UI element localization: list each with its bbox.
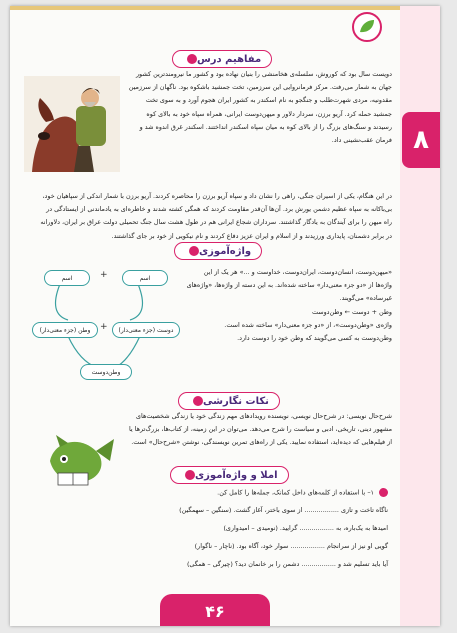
part-node-doost: دوست (جزء معنی‌دار) — [112, 322, 180, 338]
exercise-item-text: آیا باید تسلیم شد و ................. دشمن را بر خانمان دید؟ (چیرگی – همگی) — [186, 560, 388, 568]
number-badge-icon — [379, 488, 388, 497]
heading-label: مفاهیم درس — [197, 53, 262, 65]
writing-tips-text: شرح‌حال نویسی: در شرح‌حال نویسی، نویسنده رویدادهای مهم زندگی خود یا زندگی شخصیت‌های مشهور دینی، تاریخی، ادبی و سیاست را شرح می‌دهد. می‌توان در این زمینه، از کتاب‌ها، بزرگ‌ترها یا از فیلم‌هایی که دیده‌اید، استفاده نمایید. یکی از راه‌های تمرین نویسندگی، نوشتن «شرح‌حال» است. — [128, 412, 392, 447]
exercise-item[interactable] — [187, 560, 388, 568]
noun-node-right: اسم — [122, 270, 168, 286]
writing-tips-heading — [178, 392, 280, 410]
exercise-item[interactable] — [179, 506, 388, 514]
exercise-item-text: ناگاه تاخت و تازی ................. از سوی باختر، آغاز گشت. (سنگین – سهمگین) — [179, 506, 388, 514]
side-strip — [400, 6, 440, 626]
plus-sign: + — [100, 270, 108, 280]
exercise-item-text: گویی او نیز از سرانجام ................. سوار خود، آگاه بود. (ناچار – ناگوار) — [194, 542, 388, 550]
leaf-icon — [354, 14, 380, 40]
exercise-item-text: امیدها به یک‌باره، به ................. گرایید. (نومیدی – امیدواری) — [223, 524, 388, 532]
concepts-paragraph-1: دویست سال بود که کوروش، سلسله‌ی هخامنشی را بنیان نهاده بود و کشور ما نیرومندترین کشور جهان به شمار می‌رفت. مرکز فرمانروایی این سرزمین، تخت جمشید باشکوه بود. ناگهان از سرزمین مقدونیه، مردی شهرت‌طلب و جنگجو به نام اسکندر به کشور ایران هجوم آورد و به سوی تخت جمشید حمله کرد. آریو برزن، سردار دلاور و میهن‌دوست ایرانی، همراه سپاه خود به بالای کوه رسیدند و سنگ‌های بزرگ را از بالای کوه به میان سپاه اسکندر انداختند. اسکندر غرق اندوه شد و فرمان عقب‌نشینی داد. — [128, 70, 392, 145]
warrior-on-horse-illustration — [24, 76, 120, 172]
vocabulary-text: «میهن‌دوست، انسان‌دوست، ایران‌دوست، خداوست و ...» هر یک از این واژه‌ها از «دو جزء معنی‌دار» ساخته شده‌اند. به این دسته از واژه‌ها، «واژه‌های غیرساده» می‌گویند. وطن + دوست ← وطن‌دوست واژه‌ی «وطن‌دوست»، از «دو جزء معنی‌دار» ساخته شده است. وطن‌دوست به کسی می‌گویند که وطن خود را دوست دارد. — [186, 268, 392, 343]
word-structure-diagram — [30, 264, 180, 386]
noun-node-left: اسم — [44, 270, 90, 286]
textbook-page — [10, 6, 440, 626]
plus-sign: + — [100, 322, 108, 332]
publisher-logo — [352, 12, 382, 42]
concepts-paragraph-2: در این هنگام، یکی از اسیران جنگی، راهی را نشان داد و سپاه آریو برزن را محاصره کردند. آریو برزن با شمار اندکی از سپاهیان خود، بی‌باکانه به سپاه عظیم دشمن یورش برد. آن‌ها آن‌قدر مقاومت کردند که همگی کشته شدند و خاطره‌ای به یادماندنی از ایستادگی در راه میهن را برای آیندگان به یادگار گذاشتند. سرداران شجاع ایرانی هم در طول هشت سال جنگ تحمیلی دولت عراق بر ایران، دلاورانه در برابر دشمنان، پایداری ورزیدند و از اسلام و ایران عزیز دفاع کردند و نام نیکویی از خود بر جای گذاشتند. — [40, 192, 392, 240]
exercise-instruction — [217, 488, 388, 497]
heading-label: واژه‌آموزی — [199, 245, 252, 257]
result-node: وطن‌دوست — [80, 364, 132, 380]
lesson-concepts-heading — [172, 50, 272, 68]
page-number: ۴۶ — [160, 594, 270, 626]
heading-bullet-icon — [189, 246, 199, 256]
vocabulary-heading — [174, 242, 262, 260]
instruction-text: ۱– با استفاده از کلمه‌های داخل کمانک، جمله‌ها را کامل کن. — [217, 488, 374, 497]
lesson-number-tab: ۸ — [402, 112, 440, 168]
heading-bullet-icon — [185, 470, 195, 480]
heading-bullet-icon — [193, 396, 203, 406]
spelling-heading — [170, 466, 289, 484]
heading-bullet-icon — [187, 54, 197, 64]
exercise-item[interactable] — [195, 542, 388, 550]
part-node-watan: وطن (جزء معنی‌دار) — [32, 322, 98, 338]
exercise-item[interactable] — [223, 524, 388, 532]
heading-label: نکات نگارشی — [203, 395, 269, 407]
top-border — [10, 6, 440, 10]
fish-reading-book-illustration — [40, 431, 120, 491]
heading-label: املا و واژه‌آموزی — [195, 469, 278, 481]
